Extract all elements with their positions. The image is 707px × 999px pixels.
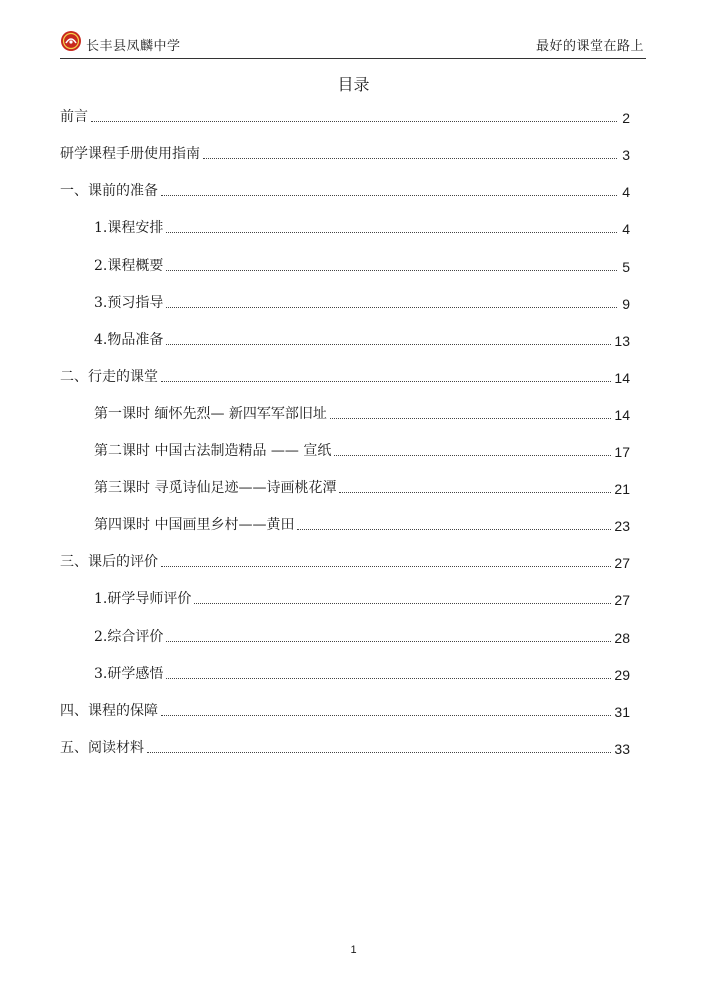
toc-leader-dots [166, 344, 611, 345]
page-number: 1 [350, 944, 357, 956]
toc-entry-label: 1.研学导师评价 [94, 591, 192, 607]
toc-entry-label: 3.预习指导 [94, 295, 164, 311]
page-header [60, 30, 646, 59]
toc-entry-label: 五、阅读材料 [60, 740, 144, 756]
toc-entry-page: 2 [622, 110, 630, 126]
toc-leader-dots [166, 678, 611, 679]
toc-leader-dots [147, 752, 611, 753]
toc-entry-label: 3.研学感悟 [94, 666, 164, 682]
toc-entry[interactable] [60, 549, 630, 571]
toc-entry-page: 3 [622, 147, 630, 163]
toc-entry-page: 13 [614, 333, 630, 349]
school-emblem-icon [60, 30, 82, 52]
toc-entry-page: 31 [614, 704, 630, 720]
toc-entry-label: 第四课时 中国画里乡村——黄田 [94, 517, 295, 533]
toc-entry[interactable] [94, 327, 630, 349]
toc-entry[interactable] [94, 586, 630, 608]
toc-leader-dots [161, 381, 611, 382]
toc-entry-page: 27 [614, 555, 630, 571]
school-name: 长丰县凤麟中学 [86, 39, 181, 54]
toc-entry-label: 4.物品准备 [94, 332, 164, 348]
toc-leader-dots [166, 270, 617, 271]
toc-entry-label: 2.综合评价 [94, 629, 164, 645]
toc-entry-page: 27 [614, 592, 630, 608]
toc-entry[interactable] [94, 215, 630, 237]
toc-entry-page: 28 [614, 630, 630, 646]
toc-entry-page: 4 [622, 184, 630, 200]
toc-entry-label: 2.课程概要 [94, 258, 164, 274]
toc-entry-label: 一、课前的准备 [60, 183, 158, 199]
toc-leader-dots [330, 418, 612, 419]
toc-entry-page: 14 [614, 407, 630, 423]
toc-entry-page: 17 [614, 444, 630, 460]
toc-entry[interactable] [60, 178, 630, 200]
toc-title: 目录 [337, 75, 370, 94]
toc-entry-label: 第二课时 中国古法制造精品 —— 宣纸 [94, 443, 332, 459]
toc-entry-label: 三、课后的评价 [60, 554, 158, 570]
toc-leader-dots [91, 121, 617, 122]
toc-entry-label: 第一课时 缅怀先烈— 新四军军部旧址 [94, 406, 327, 422]
toc-leader-dots [161, 566, 611, 567]
toc-entry-label: 1.课程安排 [94, 220, 164, 236]
toc-leader-dots [161, 715, 611, 716]
toc-entry-page: 29 [614, 667, 630, 683]
toc-leader-dots [334, 455, 611, 456]
toc-entry-label: 二、行走的课堂 [60, 369, 158, 385]
toc-leader-dots [166, 307, 617, 308]
toc-entry-page: 5 [622, 259, 630, 275]
toc-entry-page: 14 [614, 370, 630, 386]
toc-entry-page: 33 [614, 741, 630, 757]
toc-entry-label: 四、课程的保障 [60, 703, 158, 719]
toc-entry[interactable] [60, 698, 630, 720]
toc-entry[interactable] [94, 253, 630, 275]
toc-entry[interactable] [94, 401, 630, 423]
toc-entry-page: 9 [622, 296, 630, 312]
toc-entry-page: 4 [622, 221, 630, 237]
toc-leader-dots [161, 195, 617, 196]
toc-entry[interactable] [94, 290, 630, 312]
toc-entry-label: 研学课程手册使用指南 [60, 146, 200, 162]
toc-entry[interactable] [94, 624, 630, 646]
toc-entry-label: 前言 [60, 109, 88, 125]
toc-leader-dots [339, 492, 611, 493]
toc-entry[interactable] [60, 104, 630, 126]
toc-entry[interactable] [94, 438, 630, 460]
toc-entry[interactable] [94, 475, 630, 497]
toc-entry[interactable] [60, 364, 630, 386]
header-motto: 最好的课堂在路上 [535, 39, 644, 54]
toc-leader-dots [166, 641, 611, 642]
toc-leader-dots [166, 232, 617, 233]
toc-leader-dots [194, 603, 611, 604]
toc-entry[interactable] [94, 512, 630, 534]
toc-entry[interactable] [60, 141, 630, 163]
toc-entry[interactable] [94, 661, 630, 683]
toc-entry-page: 21 [614, 481, 630, 497]
toc-entry-page: 23 [614, 518, 630, 534]
toc-entry-label: 第三课时 寻觅诗仙足迹——诗画桃花潭 [94, 480, 337, 496]
toc-leader-dots [203, 158, 617, 159]
toc-leader-dots [297, 529, 611, 530]
toc-entry[interactable] [60, 735, 630, 757]
